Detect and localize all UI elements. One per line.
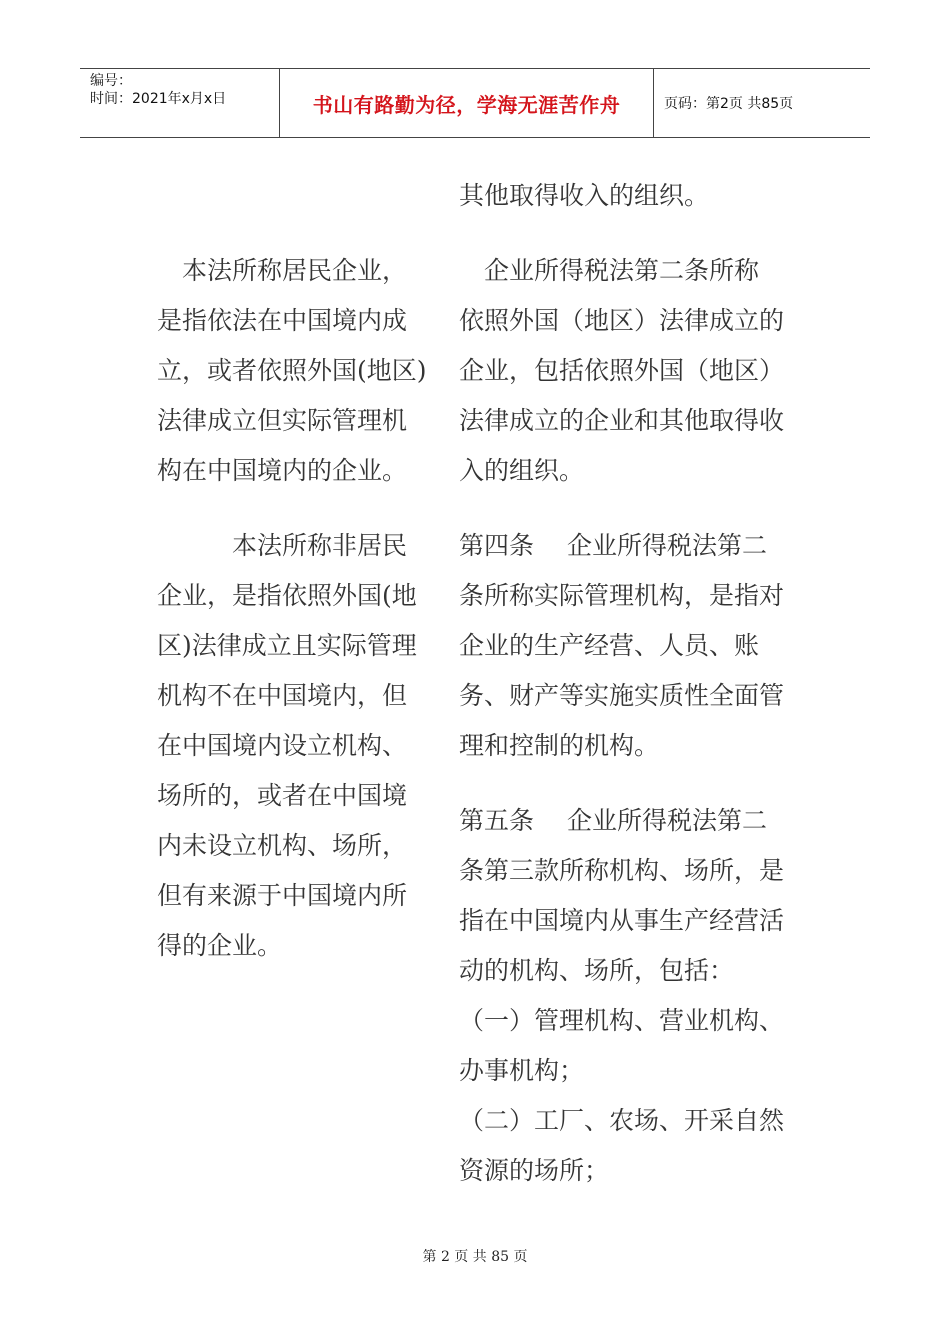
text-line: 第四条 企业所得税法第二 xyxy=(459,531,767,560)
text-line: 依照外国（地区）法律成立的 xyxy=(459,306,785,335)
header-page-info: 页码：第2页 共85页 xyxy=(664,96,794,112)
right-paragraph-article-4 xyxy=(459,521,799,771)
right-column xyxy=(459,171,799,1196)
right-paragraph-foreign-enterprise xyxy=(459,246,799,496)
header-meta xyxy=(80,69,280,137)
text-line: （二）工厂、农场、开采自然 xyxy=(459,1106,785,1135)
right-paragraph-continuation xyxy=(459,171,799,221)
text-line: 法律成立的企业和其他取得收 xyxy=(459,406,785,435)
text-line: 入的组织。 xyxy=(459,456,585,485)
text-line: 办事机构； xyxy=(459,1056,585,1085)
text-line: 是指依法在中国境内成 xyxy=(157,306,408,335)
text-line: 指在中国境内从事生产经营活 xyxy=(459,906,785,935)
text-line: 企业，包括依照外国（地区） xyxy=(459,356,785,385)
text-line: 本法所称居民企业， xyxy=(157,256,408,285)
page-header xyxy=(80,68,870,138)
text-line: 本法所称非居民 xyxy=(157,531,408,560)
right-list-item-2 xyxy=(459,1096,799,1196)
text-line: 但有来源于中国境内所 xyxy=(157,881,408,910)
header-time-label: 时间：2021年x月x日 xyxy=(90,91,227,107)
text-line: 资源的场所； xyxy=(459,1156,610,1185)
text-line: 企业所得税法第二条所称 xyxy=(459,256,760,285)
text-line: 企业的生产经营、人员、账 xyxy=(459,631,760,660)
text-line: 场所的，或者在中国境 xyxy=(157,781,408,810)
text-line: 理和控制的机构。 xyxy=(459,731,660,760)
left-paragraph-nonresident xyxy=(157,521,437,971)
left-column xyxy=(157,246,437,971)
right-paragraph-article-5 xyxy=(459,796,799,996)
text-line: （一）管理机构、营业机构、 xyxy=(459,1006,785,1035)
text-line: 在中国境内设立机构、 xyxy=(157,731,408,760)
text-line: 其他取得收入的组织。 xyxy=(459,181,710,210)
left-paragraph-resident xyxy=(157,246,437,496)
text-line: 机构不在中国境内，但 xyxy=(157,681,408,710)
right-list-item-1 xyxy=(459,996,799,1096)
text-line: 立，或者依照外国(地区) xyxy=(157,356,427,385)
text-line: 第五条 企业所得税法第二 xyxy=(459,806,767,835)
text-line: 内未设立机构、场所， xyxy=(157,831,408,860)
text-line: 法律成立但实际管理机 xyxy=(157,406,408,435)
text-line: 得的企业。 xyxy=(157,931,283,960)
text-line: 条所称实际管理机构，是指对 xyxy=(459,581,785,610)
header-motto: 书山有路勤为径，学海无涯苦作舟 xyxy=(280,69,654,137)
text-line: 区)法律成立且实际管理 xyxy=(157,631,417,660)
page-footer: 第 2 页 共 85 页 xyxy=(422,1249,528,1265)
text-line: 构在中国境内的企业。 xyxy=(157,456,408,485)
text-line: 动的机构、场所，包括： xyxy=(459,956,735,985)
header-number-label: 编号： xyxy=(90,73,132,89)
text-line: 企业，是指依照外国(地 xyxy=(157,581,417,610)
text-line: 条第三款所称机构、场所，是 xyxy=(459,856,785,885)
text-line: 务、财产等实施实质性全面管 xyxy=(459,681,785,710)
